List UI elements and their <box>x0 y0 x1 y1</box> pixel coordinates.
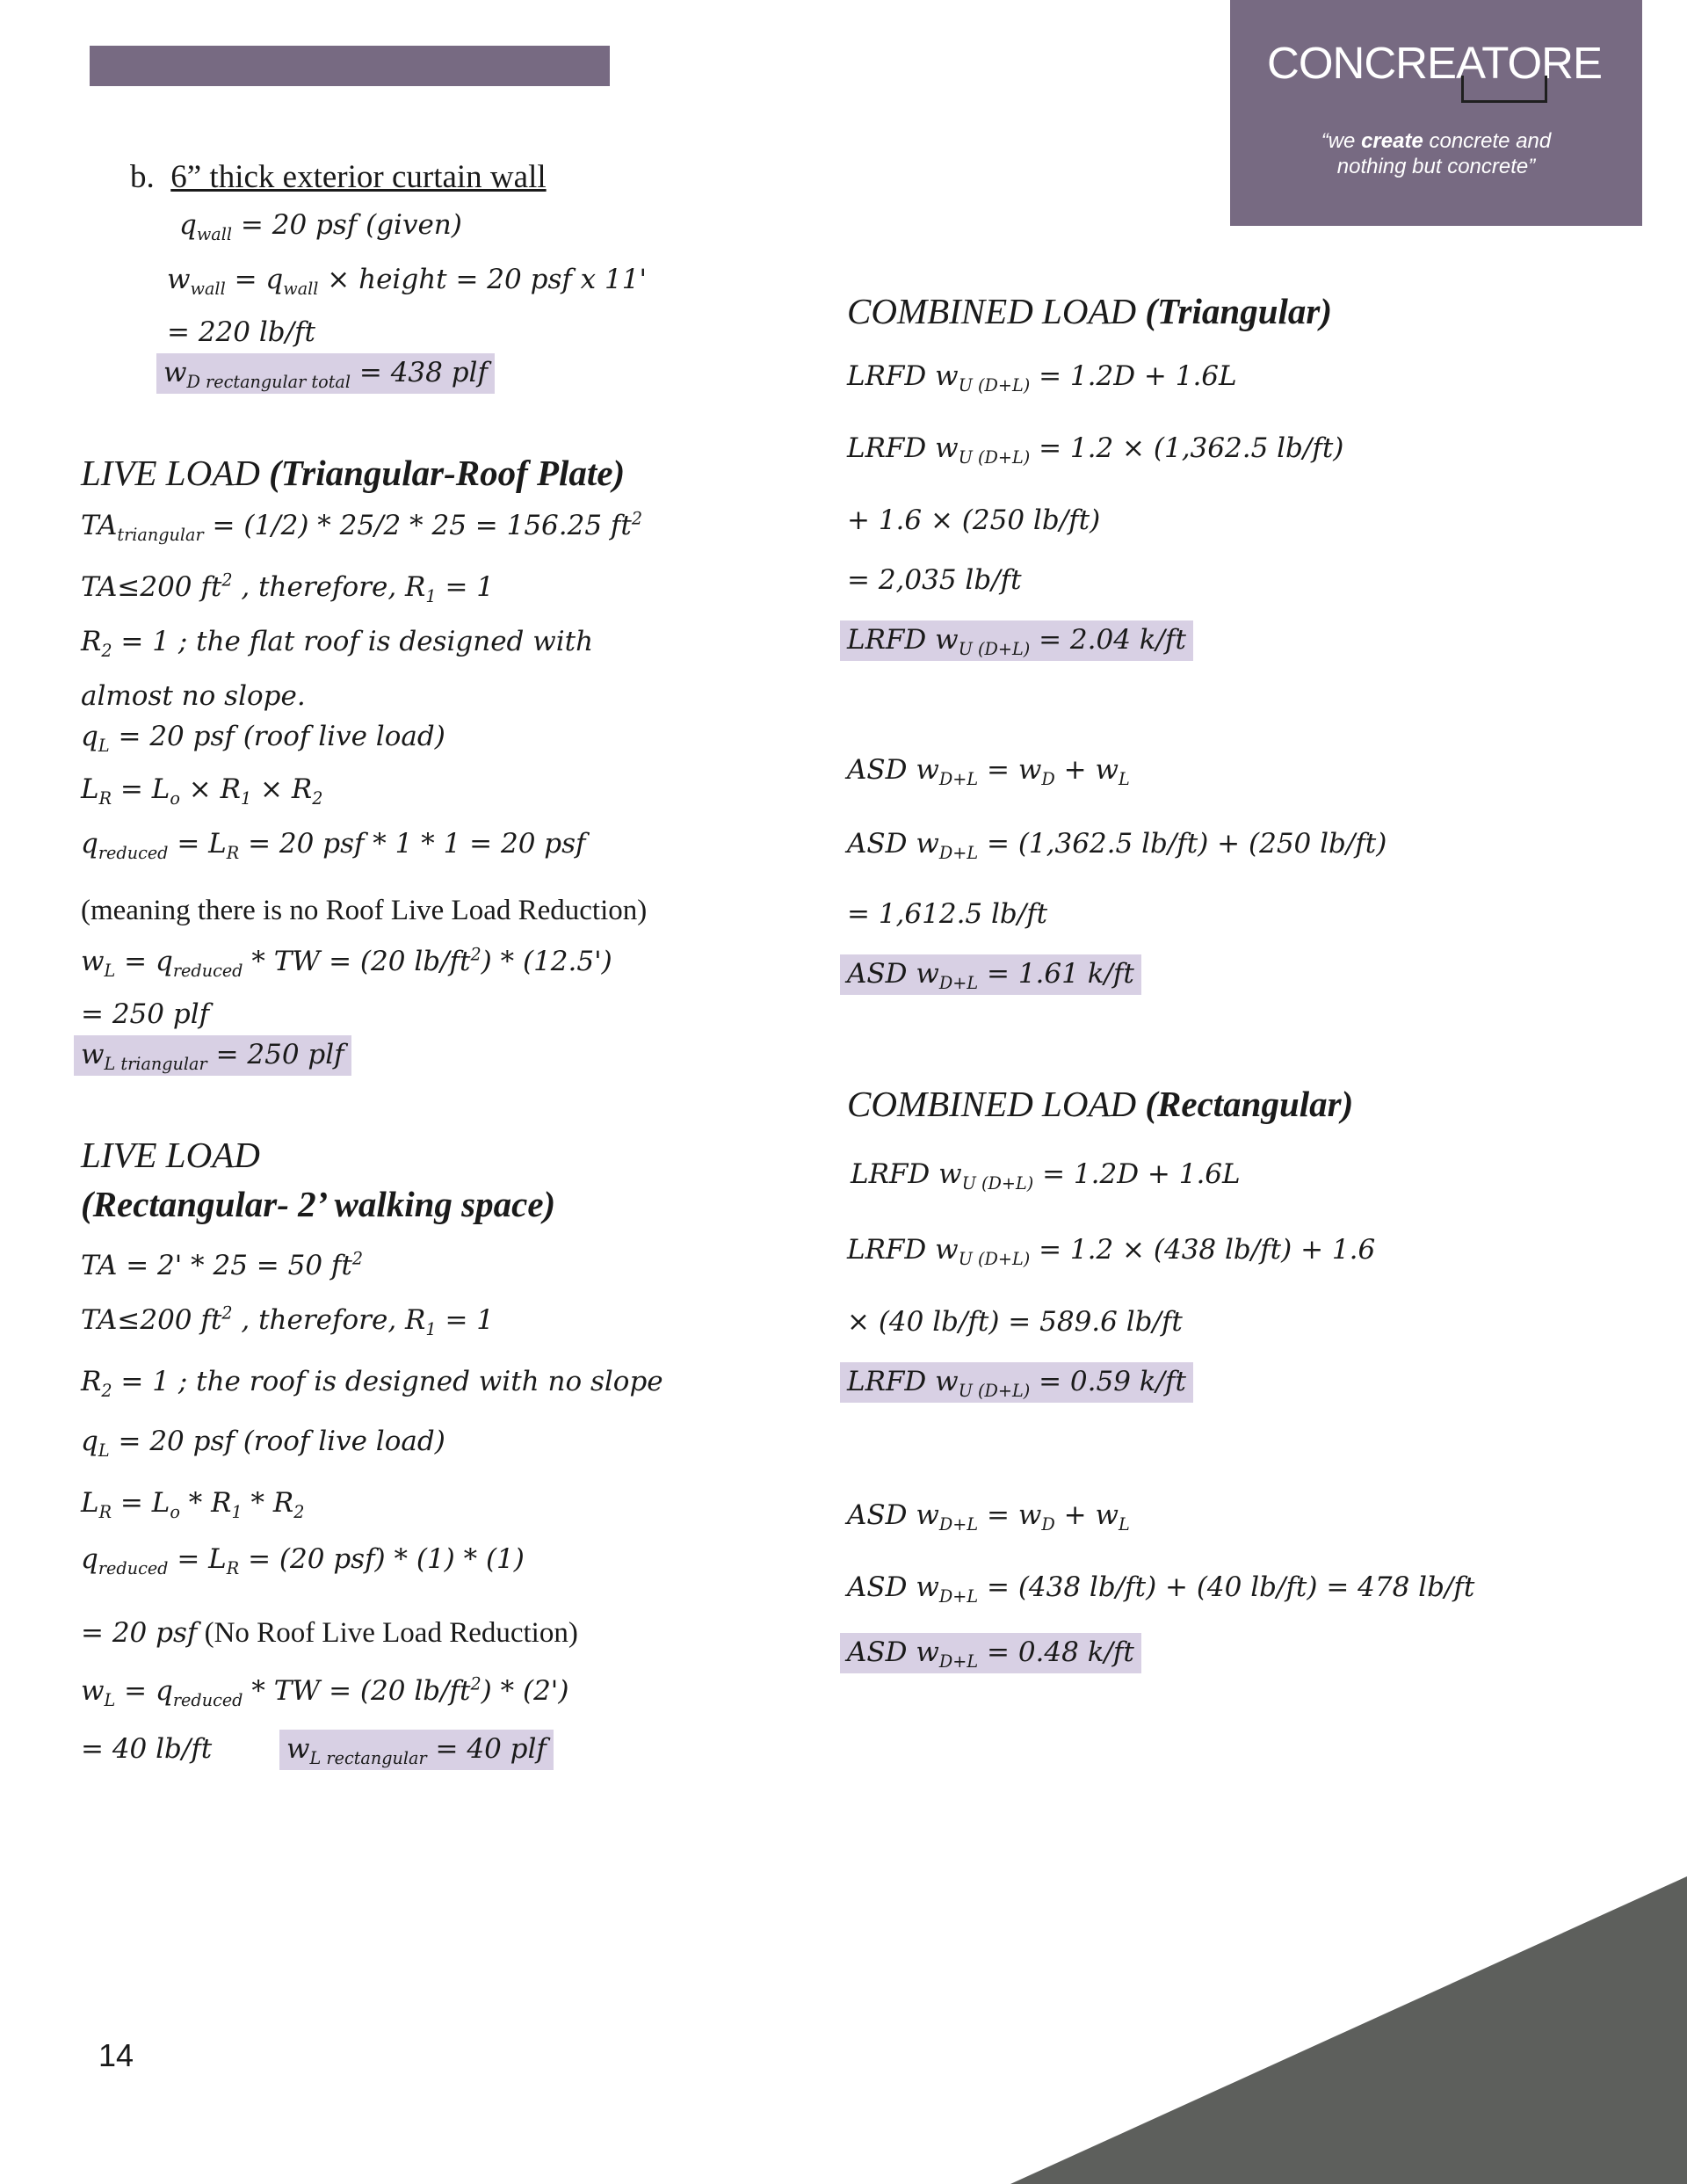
wl-rect-eq: $w_L = q_{reduced}$ * TW = (20 $lb/ft^2) * (2')$ <box>81 1673 569 1711</box>
live-load-rectangular-heading: LIVE LOAD <box>81 1135 260 1175</box>
r2-eq: $R_2 = 1$ ; the flat roof is designed with <box>81 626 594 662</box>
lr-rect-eq: $L_R = L_o * R_1 * R_2$ <box>81 1487 305 1523</box>
concrete-corner-decoration <box>1010 1876 1687 2184</box>
asd-rect-eq-2: ASD $w_{D+L} = (438$ lb/ft) + (40 lb/ft) = 478 lb/ft <box>847 1571 1475 1607</box>
logo-bracket-icon <box>1461 76 1547 103</box>
ql-rect-eq: $q_L = 20$ psf (roof live load) <box>81 1426 445 1462</box>
brand-tagline: “we create concrete and nothing but concrete” <box>1321 129 1552 178</box>
wl-triangular-eq: $w_L = q_{reduced}$ * TW = (20 $lb/ft^2) * (12.5')$ <box>81 944 612 982</box>
ta-triangular-eq: $TA_{triangular} = (1/2) * 25/2 * 25 = 156.25$ $ft^2$ <box>81 508 643 546</box>
combined-load-rectangular-heading: COMBINED LOAD (Rectangular) <box>847 1084 1354 1124</box>
asd-tri-eq-1: ASD $w_{D+L} = w_D + w_L$ <box>847 754 1130 790</box>
lrfd-rect-eq-2: LRFD $w_{U (D+L)} = 1.2 \times (438$ lb/ft) + 1.6 <box>847 1234 1376 1270</box>
ta-rect-eq: TA = 2' * 25 = 50 $ft^2$ <box>81 1248 364 1281</box>
wall-title: b. 6” thick exterior curtain wall <box>130 159 547 195</box>
live-load-triangular-heading: LIVE LOAD (Triangular-Roof Plate) <box>81 453 626 493</box>
wl-triangular-highlight: $w_{L triangular} = 250$ plf <box>74 1037 351 1072</box>
q-reduced-rect-eq: $q_{reduced} = L_R = (20$ psf) * (1) * (1) <box>81 1543 525 1579</box>
r2-continued: almost no slope. <box>81 680 306 712</box>
lrfd-tri-eq-4: = 2,035 lb/ft <box>847 564 1022 596</box>
q-reduced-rect-result: = 20 psf (No Roof Live Load Reduction) <box>81 1617 578 1649</box>
no-reduction-note: (meaning there is no Roof Live Load Reduction) <box>81 895 648 926</box>
wl-rect-highlight: $w_{L rectangular} = 40$ plf <box>279 1731 554 1767</box>
w-d-total-highlight: $w_{D rectangular total} = 438$ plf <box>156 355 495 390</box>
live-load-rectangular-subheading: (Rectangular- 2’ walking space) <box>81 1184 556 1224</box>
combined-load-triangular-heading: COMBINED LOAD (Triangular) <box>847 291 1333 331</box>
w-wall-result: = 220 lb/ft <box>167 316 315 348</box>
lrfd-tri-eq-1: LRFD $w_{U (D+L)} = 1.2D + 1.6L$ <box>847 360 1237 396</box>
w-wall-eq: $w_{wall} = q_{wall}$ × height = 20 psf x 11' <box>167 264 647 300</box>
asd-tri-eq-2: ASD $w_{D+L} = (1,362.5$ lb/ft) + (250 lb/ft) <box>847 828 1387 864</box>
r2-rect-eq: $R_2 = 1$ ; the roof is designed with no slope <box>81 1366 663 1402</box>
lrfd-tri-eq-2: LRFD $w_{U (D+L)} = 1.2 \times (1,362.5$ lb/ft) <box>847 432 1344 468</box>
lrfd-tri-highlight: LRFD $w_{U (D+L)} = 2.04$ k/ft <box>840 622 1193 657</box>
ta-rect-condition: TA≤200 $ft^2$ , therefore, $R_1 = 1$ <box>81 1302 495 1340</box>
q-wall-eq: $q_{wall} = 20$ psf (given) <box>179 209 462 245</box>
wl-triangular-result: = 250 plf <box>81 998 210 1030</box>
lrfd-rect-highlight: LRFD $w_{U (D+L)} = 0.59$ k/ft <box>840 1364 1193 1399</box>
lr-eq: $L_R = L_o \times R_1 \times R_2$ <box>81 773 323 809</box>
brand-name: CONCREATORE <box>1267 38 1602 88</box>
asd-rect-highlight: ASD $w_{D+L} = 0.48$ k/ft <box>840 1635 1141 1670</box>
page-number: 14 <box>98 2037 134 2073</box>
brand-logo <box>1230 0 1642 226</box>
ta-condition: TA≤200 $ft^2$ , therefore, $R_1 = 1$ <box>81 570 495 607</box>
asd-tri-highlight: ASD $w_{D+L} = 1.61$ k/ft <box>840 956 1141 991</box>
asd-rect-eq-1: ASD $w_{D+L} = w_D + w_L$ <box>847 1499 1130 1535</box>
ql-eq: $q_L = 20$ psf (roof live load) <box>81 721 445 757</box>
wl-rect-result: = 40 lb/ft <box>81 1733 213 1765</box>
lrfd-rect-eq-3: × (40 lb/ft) = 589.6 lb/ft <box>847 1306 1183 1338</box>
asd-tri-eq-3: = 1,612.5 lb/ft <box>847 898 1048 930</box>
lrfd-tri-eq-3: + 1.6 × (250 lb/ft) <box>847 504 1101 536</box>
header-bar <box>90 46 610 86</box>
lrfd-rect-eq-1: LRFD $w_{U (D+L)} = 1.2D + 1.6L$ <box>851 1158 1241 1194</box>
q-reduced-eq: $q_{reduced} = L_R = 20$ psf * 1 * 1 = 20 psf <box>81 828 586 864</box>
